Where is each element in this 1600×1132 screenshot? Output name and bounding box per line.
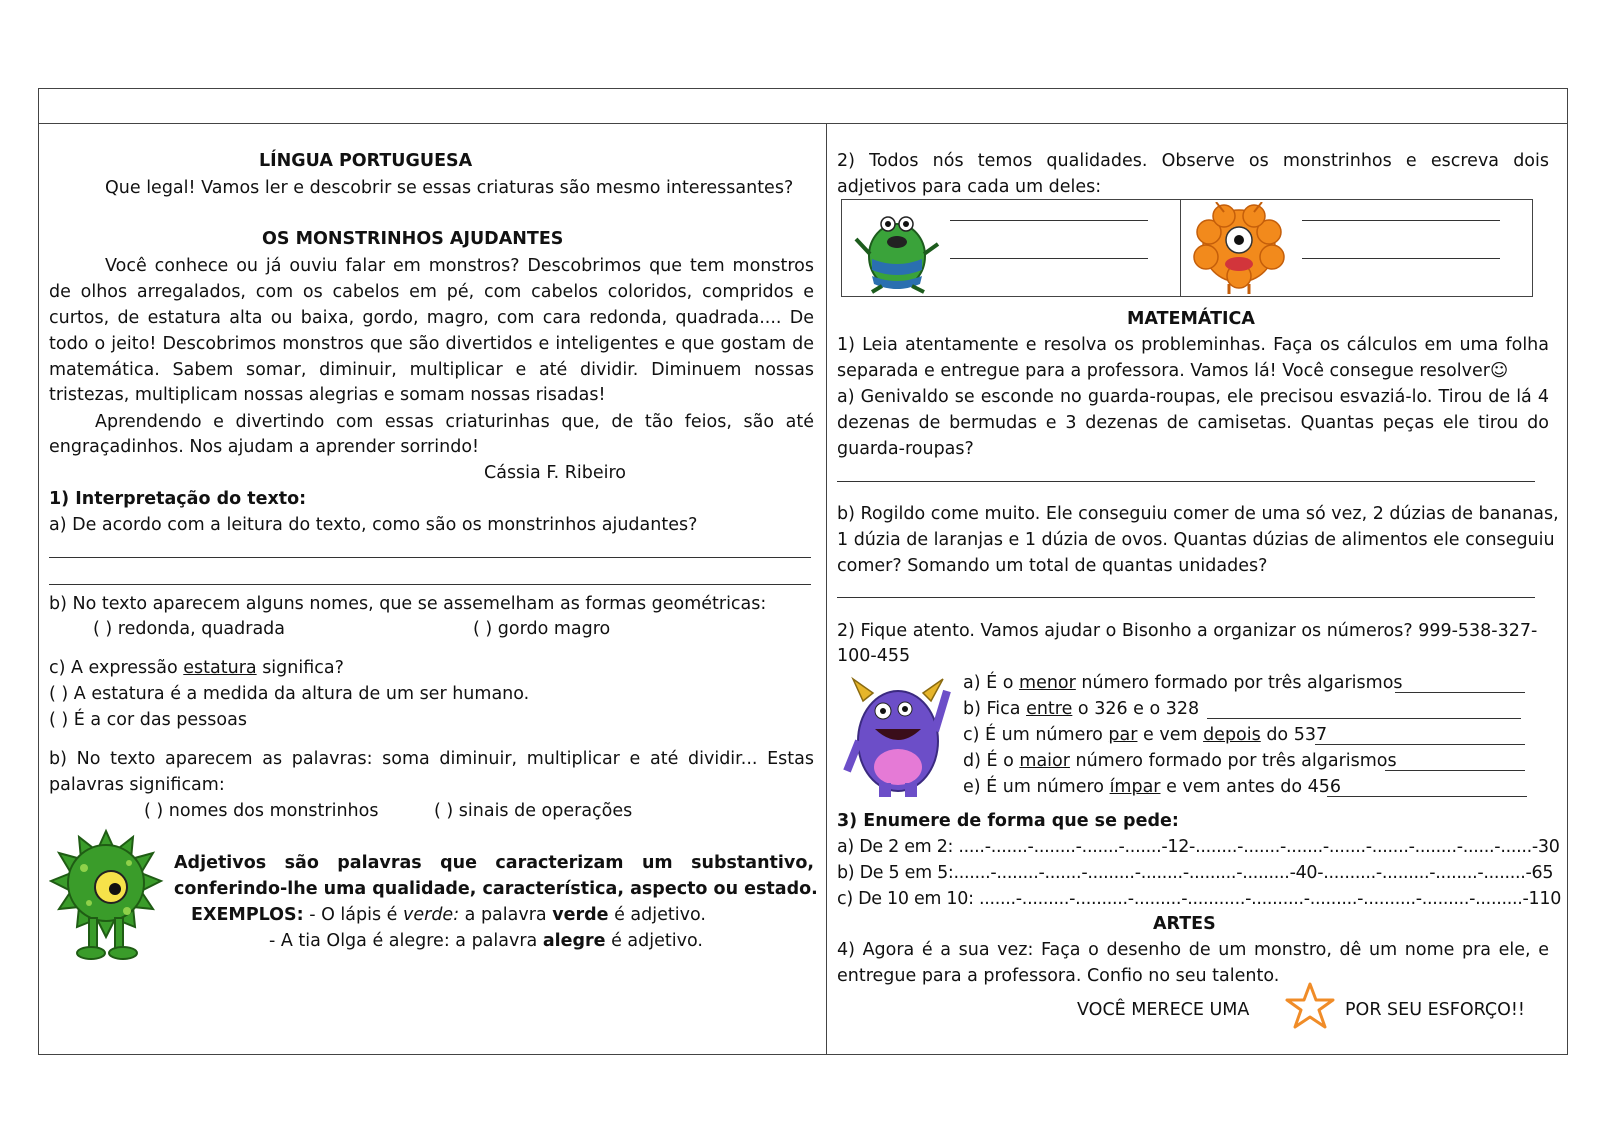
monsters-table [841, 199, 1533, 297]
story-line: curtos, de estatura alta ou baixa, gordo, magro, com cara redonda, quadrada.... De [49, 308, 814, 328]
question-2: 2) Todos nós temos qualidades. Observe os monstrinhos e escreva dois [837, 151, 1549, 171]
worksheet-frame [38, 88, 1568, 1055]
question-2-line2: adjetivos para cada um deles: [837, 177, 1102, 197]
problem-b: b) Rogildo come muito. Ele conseguiu comer de uma só vez, 2 dúzias de bananas, [837, 504, 1559, 524]
question-1c: c) A expressão estatura significa? [49, 658, 344, 678]
math-title: MATEMÁTICA [1127, 309, 1255, 329]
story-line: Aprendendo e divertindo com essas criaturinhas que, de tão feios, são até [95, 412, 814, 432]
math-instructions-line2: separada e entregue para a professora. Vamos lá! Você consegue resolver☺ [837, 361, 1509, 381]
question-numbers: 2) Fique atento. Vamos ajudar o Bisonho a organizar os números? 999-538-327- [837, 621, 1538, 641]
answer-line[interactable] [950, 220, 1148, 221]
table-divider [1180, 200, 1181, 296]
option-checkbox[interactable]: ( ) nomes dos monstrinhos [144, 801, 379, 821]
problem-a: a) Genivaldo se esconde no guarda-roupas, ele precisou esvaziá-lo. Tirou de lá 4 [837, 387, 1549, 407]
sequence-title: 3) Enumere de forma que se pede: [837, 811, 1179, 831]
answer-line[interactable] [1302, 220, 1500, 221]
story-line: matemática. Sabem somar, diminuir, multiplicar e até dividir. Diminuem nossas [49, 360, 814, 380]
problem-a-line3: guarda-roupas? [837, 439, 974, 459]
problem-b-line3: comer? Somando um total de quantas unidades? [837, 556, 1268, 576]
story-line: tristezas, multiplicam nossas alegrias e somam nossas risadas! [49, 385, 606, 405]
question-1-title: 1) Interpretação do texto: [49, 489, 307, 509]
option-checkbox[interactable]: ( ) É a cor das pessoas [49, 710, 247, 730]
answer-line[interactable] [49, 557, 811, 558]
adjective-definition: Adjetivos são palavras que caracterizam um substantivo, [174, 853, 814, 873]
footer-text-start: VOCÊ MERECE UMA [1077, 1000, 1250, 1020]
purple-monster-illustration [843, 671, 953, 801]
adjective-definition-line2: conferindo-lhe uma qualidade, característica, aspecto ou estado. [174, 879, 818, 899]
header-bar [39, 89, 1567, 124]
arts-question-line2: entregue para a professora. Confio no seu talento. [837, 966, 1280, 986]
author: Cássia F. Ribeiro [484, 463, 626, 483]
option-checkbox[interactable]: ( ) redonda, quadrada [93, 619, 286, 639]
problem-b-line2: 1 dúzia de laranjas e 1 dúzia de ovos. Quantas dúzias de alimentos ele conseguiu [837, 530, 1555, 550]
answer-line[interactable] [49, 584, 811, 585]
answer-line[interactable] [1395, 692, 1525, 693]
intro-text: Que legal! Vamos ler e descobrir se essas criaturas são mesmo interessantes? [105, 178, 794, 198]
question-1b: b) No texto aparecem alguns nomes, que se assemelham as formas geométricas: [49, 594, 767, 614]
story-line: Você conhece ou já ouviu falar em monstros? Descobrimos que tem monstros [105, 256, 814, 276]
example-1: EXEMPLOS: - O lápis é verde: a palavra verde é adjetivo. [191, 905, 706, 925]
question-1a: a) De acordo com a leitura do texto, como são os monstrinhos ajudantes? [49, 515, 698, 535]
sequence-a[interactable]: a) De 2 em 2: .....-.......-........-.......-.......-12-........-.......-.......-.......-.......-........-......-......-30 [837, 837, 1560, 857]
numbers-item-c: c) É um número par e vem depois do 537 [963, 725, 1328, 745]
question-numbers-line2: 100-455 [837, 646, 911, 666]
problem-a-line2: dezenas de bermudas e 3 dezenas de camisetas. Quantas peças ele tirou do [837, 413, 1549, 433]
story-line: todo o jeito! Descobrimos monstros que são divertidos e inteligentes e que gostam de [49, 334, 814, 354]
answer-line[interactable] [1385, 770, 1525, 771]
answer-line[interactable] [1207, 718, 1521, 719]
answer-line[interactable] [1327, 796, 1527, 797]
green-monster-illustration [852, 204, 942, 294]
answer-line[interactable] [1302, 258, 1500, 259]
math-instructions: 1) Leia atentamente e resolva os probleminhas. Faça os cálculos em uma folha [837, 335, 1549, 355]
answer-line[interactable] [1315, 744, 1525, 745]
story-title: OS MONSTRINHOS AJUDANTES [262, 229, 564, 249]
option-checkbox[interactable]: ( ) gordo magro [473, 619, 611, 639]
arts-question: 4) Agora é a sua vez: Faça o desenho de um monstro, dê um nome pra ele, e [837, 940, 1549, 960]
option-checkbox[interactable]: ( ) A estatura é a medida da altura de um ser humano. [49, 684, 530, 704]
numbers-item-d: d) É o maior número formado por três algarismos [963, 751, 1397, 771]
story-line: de olhos arregalados, com os cabelos em pé, com cabelos coloridos, compridos e [49, 282, 814, 302]
column-divider [826, 123, 827, 1054]
story-line: engraçadinhos. Nos ajudam a aprender sorrindo! [49, 437, 480, 457]
numbers-item-a: a) É o menor número formado por três algarismos [963, 673, 1403, 693]
sequence-b[interactable]: b) De 5 em 5:.......-........-.......-.........-........-.........-.........-40-..........-.........-........-........-65 [837, 863, 1554, 883]
green-spiky-monster-illustration [49, 823, 164, 973]
example-2: - A tia Olga é alegre: a palavra alegre é adjetivo. [269, 931, 703, 951]
question-1d-line2: palavras significam: [49, 775, 225, 795]
question-1d: b) No texto aparecem as palavras: soma diminuir, multiplicar e até dividir... Estas [49, 749, 814, 769]
numbers-item-e: e) É um número ímpar e vem antes do 456 [963, 777, 1342, 797]
orange-monster-illustration [1184, 202, 1294, 296]
option-checkbox[interactable]: ( ) sinais de operações [434, 801, 633, 821]
right-column [837, 123, 1562, 1054]
answer-line[interactable] [950, 258, 1148, 259]
sequence-c[interactable]: c) De 10 em 10: .......-.........-..........-.........-...........-..........-.........-..........-.........-.........-110 [837, 889, 1562, 909]
star-icon [1283, 981, 1337, 1031]
subject-title: LÍNGUA PORTUGUESA [259, 151, 473, 171]
arts-title: ARTES [1153, 914, 1216, 934]
answer-line[interactable] [837, 481, 1535, 482]
left-column [49, 123, 818, 1054]
numbers-item-b: b) Fica entre o 326 e o 328 [963, 699, 1200, 719]
answer-line[interactable] [837, 597, 1535, 598]
footer-text-end: POR SEU ESFORÇO!! [1345, 1000, 1525, 1020]
